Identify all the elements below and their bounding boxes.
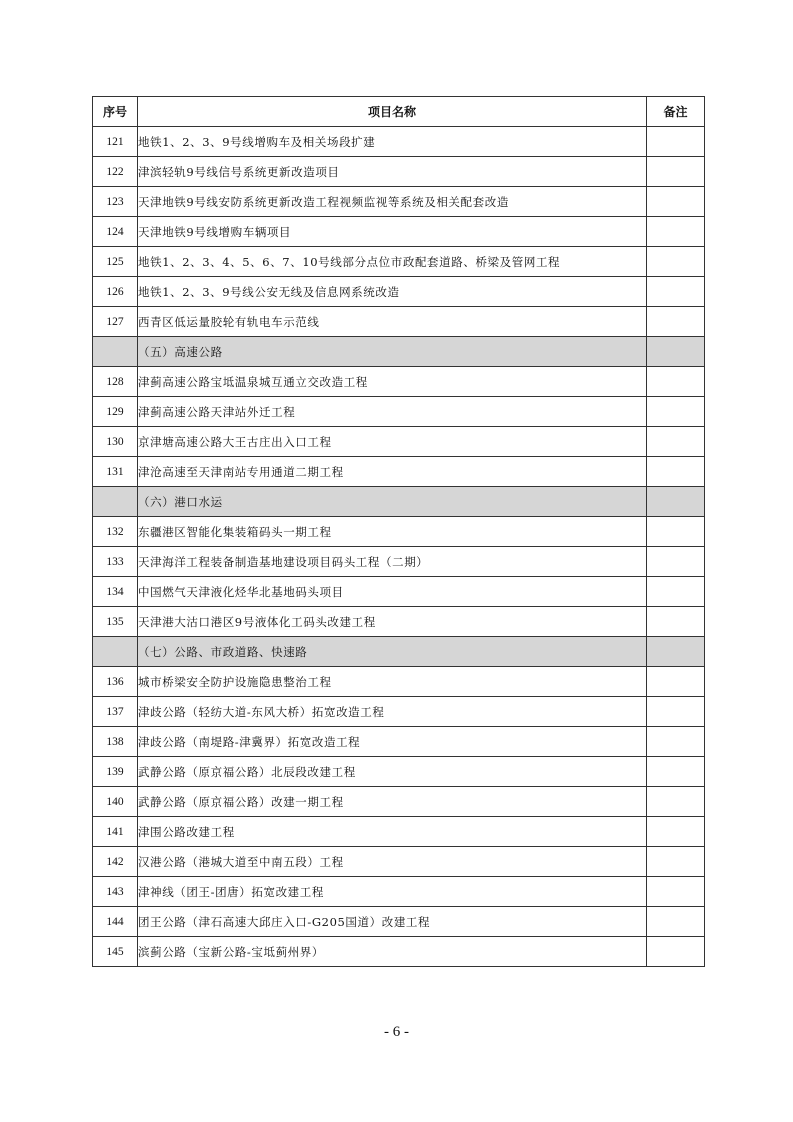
table-row [93,607,705,637]
row-remark [647,847,705,877]
table-row [93,187,705,217]
row-index: 138 [93,727,138,757]
row-project-name: 东疆港区智能化集装箱码头一期工程 [138,517,647,547]
row-project-name: 天津地铁9号线安防系统更新改造工程视频监视等系统及相关配套改造 [138,187,647,217]
row-remark [647,727,705,757]
row-project-name: 地铁1、2、3、9号线增购车及相关场段扩建 [138,127,647,157]
row-project-name: 津围公路改建工程 [138,817,647,847]
row-remark [647,877,705,907]
row-project-name: 津沧高速至天津南站专用通道二期工程 [138,457,647,487]
row-project-name: 滨蓟公路（宝新公路-宝坻蓟州界） [138,937,647,967]
row-project-name: 津滨轻轨9号线信号系统更新改造项目 [138,157,647,187]
table-row [93,307,705,337]
row-index: 127 [93,307,138,337]
row-remark [647,667,705,697]
table-row [93,157,705,187]
row-project-name: 津歧公路（轻纺大道-东风大桥）拓宽改造工程 [138,697,647,727]
table-row [93,907,705,937]
table-row [93,427,705,457]
row-remark [647,517,705,547]
row-remark [647,937,705,967]
row-index: 144 [93,907,138,937]
table-row [93,577,705,607]
section-row [93,337,705,367]
project-table [92,96,705,967]
row-index [93,637,138,667]
row-remark [647,547,705,577]
header-index: 序号 [93,97,138,127]
table-row [93,277,705,307]
table-row [93,367,705,397]
table-row [93,247,705,277]
table-row [93,787,705,817]
row-remark [647,337,705,367]
row-project-name: 武静公路（原京福公路）北辰段改建工程 [138,757,647,787]
row-remark [647,127,705,157]
table-row [93,757,705,787]
row-index: 128 [93,367,138,397]
table-row [93,127,705,157]
row-project-name: 津蓟高速公路宝坻温泉城互通立交改造工程 [138,367,647,397]
row-project-name: 团王公路（津石高速大邱庄入口-G205国道）改建工程 [138,907,647,937]
row-index: 136 [93,667,138,697]
row-index: 139 [93,757,138,787]
header-project-name: 项目名称 [138,97,647,127]
row-project-name: 天津海洋工程装备制造基地建设项目码头工程（二期） [138,547,647,577]
table-row [93,457,705,487]
table-row [93,667,705,697]
table-row [93,397,705,427]
row-project-name: （六）港口水运 [138,487,647,517]
row-index: 130 [93,427,138,457]
row-index: 134 [93,577,138,607]
row-project-name: 中国燃气天津液化烃华北基地码头项目 [138,577,647,607]
table-row [93,937,705,967]
row-remark [647,637,705,667]
row-remark [647,187,705,217]
row-index: 132 [93,517,138,547]
row-project-name: 津神线（团王-团唐）拓宽改建工程 [138,877,647,907]
row-index [93,337,138,367]
row-project-name: 京津塘高速公路大王古庄出入口工程 [138,427,647,457]
row-remark [647,247,705,277]
row-project-name: （五）高速公路 [138,337,647,367]
table-header-row [93,97,705,127]
row-project-name: 津蓟高速公路天津站外迁工程 [138,397,647,427]
row-remark [647,487,705,517]
row-remark [647,427,705,457]
row-project-name: 天津港大沽口港区9号液体化工码头改建工程 [138,607,647,637]
section-row [93,487,705,517]
row-remark [647,457,705,487]
row-index: 140 [93,787,138,817]
row-index [93,487,138,517]
row-remark [647,577,705,607]
row-remark [647,397,705,427]
row-remark [647,907,705,937]
row-project-name: （七）公路、市政道路、快速路 [138,637,647,667]
row-index: 121 [93,127,138,157]
row-remark [647,307,705,337]
row-index: 133 [93,547,138,577]
row-index: 143 [93,877,138,907]
row-project-name: 西青区低运量胶轮有轨电车示范线 [138,307,647,337]
table-row [93,727,705,757]
row-project-name: 地铁1、2、3、9号线公安无线及信息网系统改造 [138,277,647,307]
row-remark [647,157,705,187]
row-index: 125 [93,247,138,277]
row-index: 141 [93,817,138,847]
table-row [93,847,705,877]
table-row [93,697,705,727]
row-remark [647,787,705,817]
row-index: 137 [93,697,138,727]
table-row [93,817,705,847]
table-body [93,127,705,967]
page-number: - 6 - [384,1024,409,1040]
row-remark [647,607,705,637]
row-project-name: 城市桥梁安全防护设施隐患整治工程 [138,667,647,697]
row-index: 126 [93,277,138,307]
row-project-name: 津歧公路（南堤路-津冀界）拓宽改造工程 [138,727,647,757]
table-row [93,877,705,907]
table-row [93,217,705,247]
row-project-name: 地铁1、2、3、4、5、6、7、10号线部分点位市政配套道路、桥梁及管网工程 [138,247,647,277]
row-index: 122 [93,157,138,187]
row-index: 135 [93,607,138,637]
row-remark [647,217,705,247]
row-remark [647,817,705,847]
header-remark: 备注 [647,97,705,127]
row-remark [647,367,705,397]
row-index: 124 [93,217,138,247]
row-project-name: 汉港公路（港城大道至中南五段）工程 [138,847,647,877]
row-remark [647,757,705,787]
row-remark [647,697,705,727]
section-row [93,637,705,667]
row-index: 142 [93,847,138,877]
row-index: 131 [93,457,138,487]
row-index: 145 [93,937,138,967]
row-project-name: 武静公路（原京福公路）改建一期工程 [138,787,647,817]
table-row [93,517,705,547]
row-project-name: 天津地铁9号线增购车辆项目 [138,217,647,247]
row-index: 129 [93,397,138,427]
table-row [93,547,705,577]
row-index: 123 [93,187,138,217]
row-remark [647,277,705,307]
